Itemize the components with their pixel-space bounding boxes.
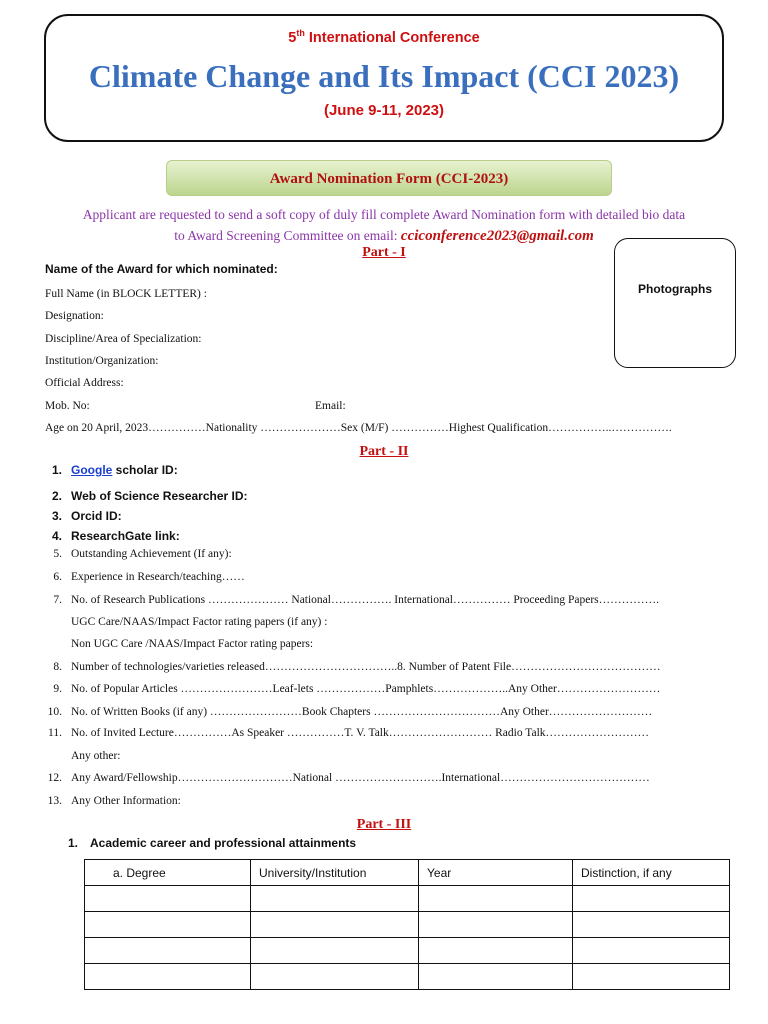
address-field: Official Address: [45, 377, 124, 389]
list-number: 11. [48, 727, 62, 739]
table-row [85, 886, 730, 912]
table-cell[interactable] [419, 964, 573, 990]
list-number: 9. [53, 683, 62, 695]
table-cell[interactable] [85, 938, 251, 964]
list-number: 2. [51, 489, 62, 503]
list-item: Experience in Research/teaching…… [71, 571, 245, 583]
table-header-university: University/Institution [251, 860, 419, 886]
table-row [85, 938, 730, 964]
photograph-label: Photographs [638, 282, 712, 296]
award-name-field: Name of the Award for which nominated: [45, 262, 278, 276]
table-cell[interactable] [419, 938, 573, 964]
list-item: Google scholar ID: [71, 463, 178, 477]
list-item: Any Award/Fellowship…………………………National ……………………….International………………………………… [71, 772, 650, 784]
age-nationality-row: Age on 20 April, 2023……………Nationality …………………Sex (M/F) ……………Highest Qualification……………..……………. [45, 422, 672, 434]
list-item: No. of Popular Articles ……………………Leaf-lets ………………Pamphlets………………..Any Other……………………… [71, 683, 661, 695]
list-number: 8. [53, 661, 62, 673]
table-cell[interactable] [251, 912, 419, 938]
table-cell[interactable] [573, 938, 730, 964]
google-link[interactable]: Google [71, 463, 113, 477]
conference-title: Climate Change and Its Impact (CCI 2023) [88, 58, 680, 94]
list-item: Outstanding Achievement (If any): [71, 548, 232, 560]
list-number: 5. [53, 548, 62, 560]
list-item: Web of Science Researcher ID: [71, 489, 248, 503]
table-cell[interactable] [419, 886, 573, 912]
conference-edition: 5th International Conference [288, 28, 480, 46]
academic-table [84, 859, 730, 990]
list-number: 10. [47, 706, 62, 718]
list-item: No. of Research Publications ………………… National……………. International…………… Proceeding Papers……………. [71, 594, 660, 606]
instruction-line1: Applicant are requested to send a soft copy of duly fill complete Award Nomination form with detailed bio data [82, 207, 686, 222]
mobile-field: Mob. No: [45, 400, 90, 412]
list-item: Non UGC Care /NAAS/Impact Factor rating papers: [71, 638, 314, 650]
part-3-heading: Part - III [356, 817, 412, 832]
table-row [85, 912, 730, 938]
list-item: ResearchGate link: [71, 529, 180, 543]
table-header-distinction: Distinction, if any [573, 860, 730, 886]
list-item: No. of Written Books (if any) ……………………Book Chapters ……………………………Any Other……………………… [71, 706, 653, 718]
table-header-year: Year [419, 860, 573, 886]
designation-field: Designation: [45, 310, 104, 322]
list-number: 4. [51, 529, 62, 543]
list-number: 1. [67, 836, 78, 850]
list-number: 3. [51, 509, 62, 523]
list-item: No. of Invited Lecture……………As Speaker ……………T. V. Talk……………………… Radio Talk……………………… [71, 727, 650, 739]
conference-dates: (June 9-11, 2023) [323, 102, 445, 119]
list-item: Any other: [71, 750, 121, 762]
list-number: 13. [47, 795, 62, 807]
table-cell[interactable] [85, 964, 251, 990]
list-item: UGC Care/NAAS/Impact Factor rating papers (if any) : [71, 616, 328, 628]
table-cell[interactable] [419, 912, 573, 938]
list-item: Orcid ID: [71, 509, 122, 523]
table-cell[interactable] [573, 964, 730, 990]
photograph-box [614, 238, 736, 368]
table-cell[interactable] [573, 912, 730, 938]
part-2-heading: Part - II [359, 444, 409, 459]
instruction-line2: to Award Screening Committee on email: cciconference2023@gmail.com [174, 228, 594, 244]
contact-email-link[interactable]: cciconference2023@gmail.com [400, 228, 594, 244]
list-number: 1. [51, 463, 62, 477]
form-title-banner: Award Nomination Form (CCI-2023) [166, 160, 612, 196]
table-cell[interactable] [85, 886, 251, 912]
table-row [85, 964, 730, 990]
email-field: Email: [315, 400, 346, 412]
table-header-degree: a. Degree [85, 860, 251, 886]
discipline-field: Discipline/Area of Specialization: [45, 333, 202, 345]
full-name-field: Full Name (in BLOCK LETTER) : [45, 288, 207, 300]
list-number: 12. [47, 772, 62, 784]
part-1-heading: Part - I [362, 245, 406, 260]
academic-career-heading: Academic career and professional attainments [90, 836, 357, 850]
list-item: Number of technologies/varieties released……………………………..8. Number of Patent File………………………………… [71, 661, 661, 673]
list-number: 6. [53, 571, 62, 583]
table-cell[interactable] [251, 938, 419, 964]
table-cell[interactable] [251, 886, 419, 912]
list-item: Any Other Information: [71, 795, 181, 807]
table-cell[interactable] [573, 886, 730, 912]
institution-field: Institution/Organization: [45, 355, 159, 367]
table-cell[interactable] [251, 964, 419, 990]
table-cell[interactable] [85, 912, 251, 938]
table-header-row [85, 860, 730, 886]
list-number: 7. [53, 594, 62, 606]
